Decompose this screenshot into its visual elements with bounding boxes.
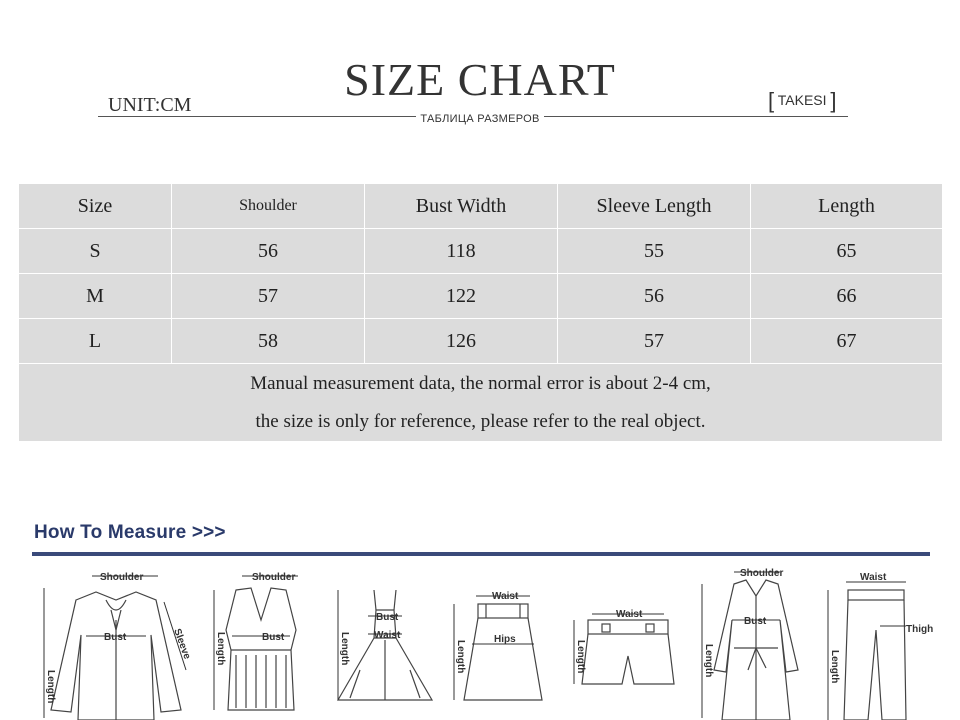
table-cell: 58 (172, 319, 365, 364)
figure-label: Shoulder (252, 572, 296, 583)
measure-figures (0, 560, 960, 720)
page-title: SIZE CHART (344, 54, 616, 105)
table-cell: 65 (751, 229, 943, 274)
table-cell: S (19, 229, 172, 274)
trousers-icon (820, 560, 940, 720)
table-cell: 126 (365, 319, 558, 364)
table-row (19, 319, 943, 364)
note-line: Manual measurement data, the normal error is about 2-4 cm, (250, 372, 711, 394)
figure-label: Waist (492, 591, 519, 602)
table-cell: M (19, 274, 172, 319)
table-cell: 67 (751, 319, 943, 364)
shirt-dress-icon (694, 560, 814, 720)
figure-label: Length (215, 632, 226, 666)
how-to-measure-title: How To Measure >>> (34, 522, 226, 543)
column-header: Shoulder (172, 184, 365, 229)
measurement-note (19, 364, 943, 442)
brand-label: [ TAKESI ] (768, 88, 837, 113)
table-cell: 118 (365, 229, 558, 274)
figure-label: Shoulder (100, 572, 144, 583)
column-header: Bust Width (365, 184, 558, 229)
figure-label: Bust (744, 616, 767, 627)
strap-dress-icon (330, 560, 440, 720)
blouse-icon (36, 560, 196, 720)
how-to-measure-divider (32, 552, 930, 556)
figure-label: Length (829, 650, 840, 684)
table-cell: 57 (172, 274, 365, 319)
column-header: Sleeve Length (558, 184, 751, 229)
skirt-icon (446, 560, 556, 720)
figure-label: Waist (616, 609, 643, 620)
subtitle: ТАБЛИЦА РАЗМЕРОВ (416, 113, 543, 125)
figure-label: Length (575, 640, 586, 674)
figure-label: Length (703, 644, 714, 678)
size-table (18, 183, 943, 442)
figure-label: Sleeve (171, 627, 193, 661)
table-cell: 122 (365, 274, 558, 319)
figure-label: Shoulder (740, 568, 784, 579)
note-line: the size is only for reference, please refer to the real object. (255, 410, 706, 432)
table-cell: 56 (172, 229, 365, 274)
column-header: Length (751, 184, 943, 229)
brand-name: TAKESI (777, 92, 827, 108)
unit-label: UNIT:CM (108, 94, 192, 116)
table-row (19, 274, 943, 319)
table-cell: L (19, 319, 172, 364)
figure-label: Bust (104, 632, 127, 643)
table-cell: 55 (558, 229, 751, 274)
figure-label: Bust (262, 632, 285, 643)
figure-label: Thigh (906, 624, 934, 635)
figure-label: Bust (376, 612, 399, 623)
table-cell: 56 (558, 274, 751, 319)
figure-label: Length (455, 640, 466, 674)
figure-label: Length (339, 632, 350, 666)
shorts-icon (566, 560, 686, 720)
figure-label: Waist (374, 630, 401, 641)
table-cell: 57 (558, 319, 751, 364)
table-cell: 66 (751, 274, 943, 319)
vest-top-icon (206, 560, 316, 720)
table-row (19, 229, 943, 274)
figure-label: Length (45, 670, 56, 704)
figure-label: Waist (860, 572, 887, 583)
table-header-row (19, 184, 943, 229)
column-header: Size (19, 184, 172, 229)
table-note-row (19, 364, 943, 442)
figure-label: Hips (494, 634, 516, 645)
